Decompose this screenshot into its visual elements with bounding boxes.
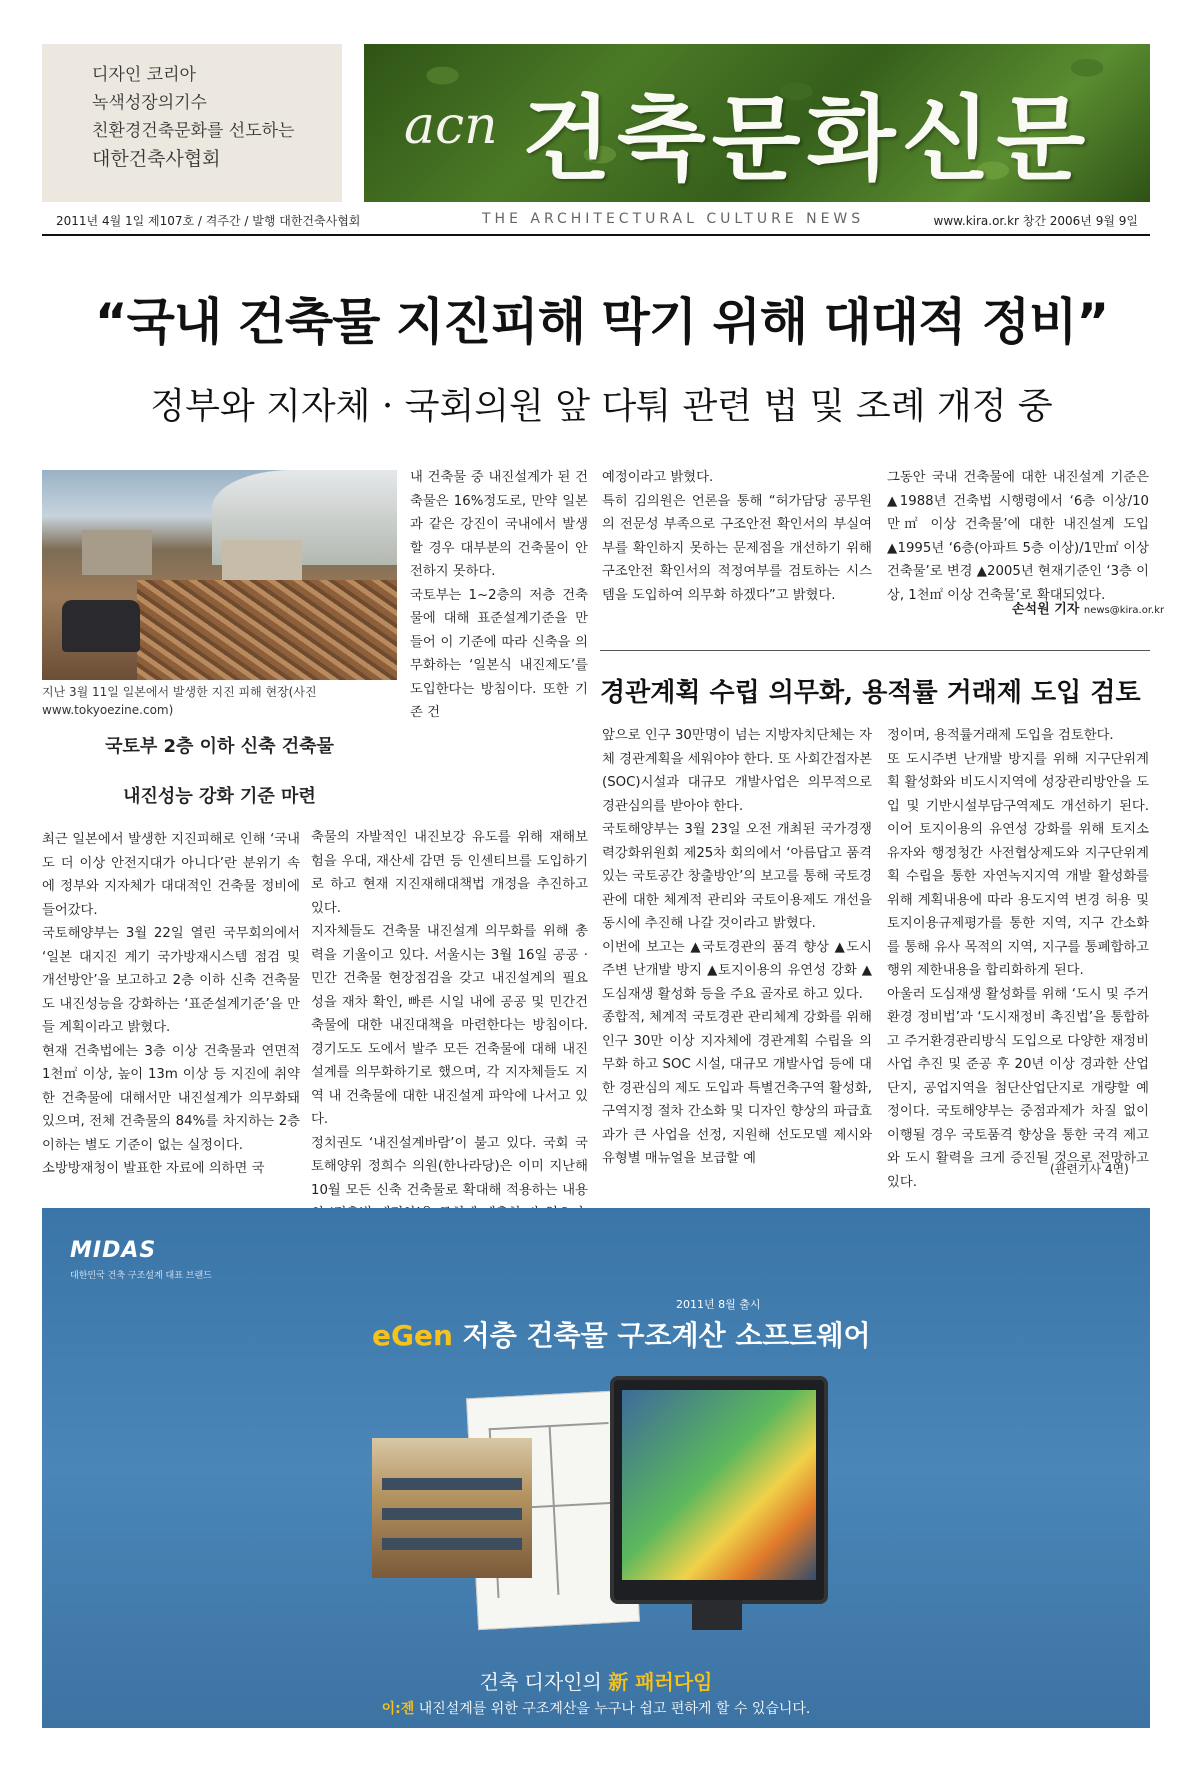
promo-line: 디자인 코리아	[92, 65, 196, 85]
article-column: 예정이라고 밝혔다. 특히 김의원은 언론을 통해 “허가담당 공무원의 전문성 부족으로 구조안전 확인서의 부실여부를 확인하지 못하는 문제점을 개선하기 위해 구조안전 확인서의 적정여부를 검토하는 시스템을 도입하여 의무화 하겠다”고 밝혔다.	[602, 470, 872, 603]
related-article-ref: (관련기사 4면)	[1050, 1162, 1129, 1176]
article-column: 축물의 자발적인 내진보강 유도를 위해 재해보험을 우대, 재산세 감면 등 인센티브를 도입하기로 하고 현재 지진재해대책법 개정을 추진하고 있다. 지자체들도 건축물 내진설계 의무화를 위해 총력을 기울이고 있다. 서울시는 3월 16일 공공 · 민간 건축물 현장점검을 갖고 내진설계의 필요성을 재차 확인, 빠른 시일 내에 공공 및 민간건축물에 대한 내진대책을 마련한다는 방침이다. 경기도도 도에서 발주 모든 건축물에 대해 내진설계를 의무화하기로 했으며, 각 지자체들도 지역 내 건축물에 대한 내진설계 파악에 나서고 있다. 정치권도 ‘내진설계바람’이 불고 있다. 국회 국토해양위 정희수 의원(한나라당)은 이미 지난해 10월 모든 신축 건축물로 확대해 적용하는 내용	[311, 830, 588, 1198]
article-column: 앞으로 인구 30만명이 넘는 지방자치단체는 자체 경관계획을 세워야야 한다. 또 사회간접자본(SOC)시설과 대규모 개발사업은 의무적으로 경관심의를 받아야 한다. 국토해양부는 3월 23일 오전 개최된 국가경쟁력강화위원회 제25차 회의에서 ‘아름답고 품격있는 국토공간 창출방안’의 보고를 통해 국토경관에 대한 체계적 관리와 국토이용제도 개선을 동시에 추진해 나갈 것이라고 밝혔다. 이번에 보고는 ▲국토경관의 품격 향상 ▲도시주변 난개발 방지 ▲토지이용의 유연성 강화 ▲도심재생 활성화 등을 주요 골자로 하고 있다. 종합적, 체계적 국토경관 관리체계 강화를 위해 인구 30만 이상 지자체에 경관계획 수립을 의무화 하고 SOC 시설, 대규모 개발사업 등에 대한 경관심의 제도 도입과 특별건축구역 활성화, 구역지정 절차 간소화 및 디자인 향상의 파급효과가 큰 사업을 선정, 지원해 선도모델 제시와 유형별 매뉴얼을 보급할 예	[602, 728, 872, 1166]
description-text: 내진설계를 위한 구조계산을 누구나 쉽고 편하게 할 수 있습니다.	[418, 1701, 811, 1717]
issue-info: 2011년 4월 1일 제107호 / 격주간 / 발행 대한건축사협회	[56, 214, 361, 228]
article2-title: 경관계획 수립 의무화, 용적률 거래제 도입 검토	[600, 678, 1141, 708]
building-image	[372, 1438, 532, 1578]
earthquake-photo	[42, 470, 397, 680]
ad-slogan	[42, 1666, 1150, 1695]
reporter-email: news@kira.or.kr	[1083, 605, 1165, 616]
photo-debris	[137, 580, 397, 680]
product-korean-name: 이:젠	[381, 1701, 415, 1717]
product-description: 저층 건축물 구조계산 소프트웨어	[462, 1319, 871, 1352]
photo-car	[62, 600, 140, 652]
article-column: 내 건축물 중 내진설계가 된 건축물은 16%정도로, 만약 일본과 같은 강진이 국내에서 발생할 경우 대부분의 건축물이 안전하지 못하다. 국토부는 1~2층의 저층 건축물에 대해 표준설계기준을 만들어 이 기준에 따라 신축을 의무화하는 ‘일본식 내진제도’를 도입한다는 방침이다. 또한 기존 건	[410, 470, 588, 720]
divider	[600, 650, 1150, 651]
article-column: 정이며, 용적률거래제 도입을 검토한다. 또 도시주변 난개발 방지를 위해 지구단위계획 활성화와 비도시지역에 성장관리방안을 도입 및 기반시설부담구역제도 개선하기 된다. 이어 토지이용의 유연성 강화를 위해 토지소유자와 행정청간 사전협상제도와 지구단위계획 수립을 통한 자연녹지지역 개발 활성화를 위해 계획내용에 따라 용도지역 변경 허용 및 토지이용규제평가를 통한 지역, 지구 간소화를 통해 유사 목적의 지역, 지구를 통폐합하고 행위 제한내용을 합리화하게 된다. 아울러 도심재생 활성화를 위해 ‘도시 및 주거환경 정비법’과 ‘도시재정비 촉진법’을 통합하고 주거환경관리방식 도입으로 다양한 재정비사업 추진 및 준공 후 20년 이상 경과한 산업단지, 공업지역을 첨단산업단지로 개량할 예정이다. 국토해양부는 중점과제가 차질 없이 이행될 경우 국토품격 향상을 통한 국격 제고와 도시 활력을 크게 증진될 것으로 전망하고 있다.	[887, 728, 1149, 1190]
building-window	[382, 1538, 522, 1550]
midas-logo: MIDAS	[70, 1238, 157, 1263]
masthead-banner	[364, 44, 1150, 202]
promo-line: 대한건축사협회	[92, 148, 221, 170]
article-subtitle: 국토부 2층 이하 신축 건축물	[105, 736, 334, 757]
brand-tagline: 대한민국 건축 구조설계 대표 브랜드	[70, 1271, 212, 1281]
plan-line	[549, 1425, 560, 1595]
ad-title	[372, 1314, 871, 1354]
promo-line: 녹색성장의기수	[92, 93, 207, 113]
slogan-highlight: 新 패러다임	[608, 1670, 713, 1694]
article-column: 그동안 국내 건축물에 대한 내진설계 기준은 ▲1988년 건축법 시행령에서 ‘6층 이상/10만㎡ 이상 건축물’에 대한 내진설계 도입 ▲1995년 ‘6층(아파트 5층 이상)/1만㎡ 이상 건축물’로 변경 ▲2005년 현재기준인 ‘3층 이상, 1천㎡ 이상 건축물’로 확대되었다.	[887, 470, 1149, 603]
byline	[1012, 598, 1164, 617]
reporter-name: 손석원 기자	[1012, 602, 1080, 617]
sub-headline: 정부와 지자체 · 국회의원 앞 다퉈 관련 법 및 조례 개정 중	[150, 386, 1053, 427]
slogan-text: 건축 디자인의	[479, 1670, 602, 1694]
site-info: www.kira.or.kr 창간 2006년 9월 9일	[933, 214, 1138, 228]
release-date: 2011년 8월 출시	[676, 1298, 761, 1311]
english-slogan: THE ARCHITECTURAL CULTURE NEWS	[482, 211, 865, 227]
promo-box	[42, 44, 342, 202]
acn-logo: acn	[404, 96, 498, 156]
photo-house	[82, 530, 152, 575]
midas-advertisement[interactable]	[42, 1208, 1150, 1728]
article-subtitle: 내진성능 강화 기준 마련	[123, 786, 316, 807]
photo-house	[222, 540, 302, 580]
issue-bar	[42, 208, 1150, 236]
monitor-stand	[692, 1600, 742, 1630]
article-column: 최근 일본에서 발생한 지진피해로 인해 ‘국내도 더 이상 안전지대가 아니다’란 분위기 속에 정부와 지자체가 대대적인 건축물 정비에 들어갔다. 국토해양부는 3월 22일 열린 국무회의에서 ‘일본 대지진 계기 국가방재시스템 점검 및 개선방안’을 보고하고 2층 이하 신축 건축물도 내진성능을 강화하는 ‘표준설계기준’을 만들 계획이라고 밝혔다. 현재 건축법에는 3층 이상 건축물과 연면적 1천㎡ 이상, 높이 13m 이상 등 지진에 취약한 건축물에 대해서만 내진설계가 의무화돼 있으며, 전체 건축물의 84%를 차지하는 2층 이하는 별도 기준이 없는 실정이다. 소방방재청이 발표한 자료에 의하면 국	[42, 832, 300, 1176]
building-window	[382, 1478, 522, 1490]
building-window	[382, 1508, 522, 1520]
main-headline: “국내 건축물 지진피해 막기 위해 대대적 정비”	[94, 293, 1109, 351]
monitor-image	[610, 1376, 828, 1604]
software-screen	[622, 1390, 816, 1580]
promo-line: 친환경건축문화를 선도하는	[92, 121, 295, 141]
product-name: eGen	[372, 1319, 453, 1352]
ad-description	[42, 1698, 1150, 1718]
photo-caption: 지난 3월 11일 일본에서 발생한 지진 피해 현장(사진 www.tokyoezine.com)	[42, 685, 317, 717]
newspaper-title: 건축문화신문	[522, 86, 1092, 193]
